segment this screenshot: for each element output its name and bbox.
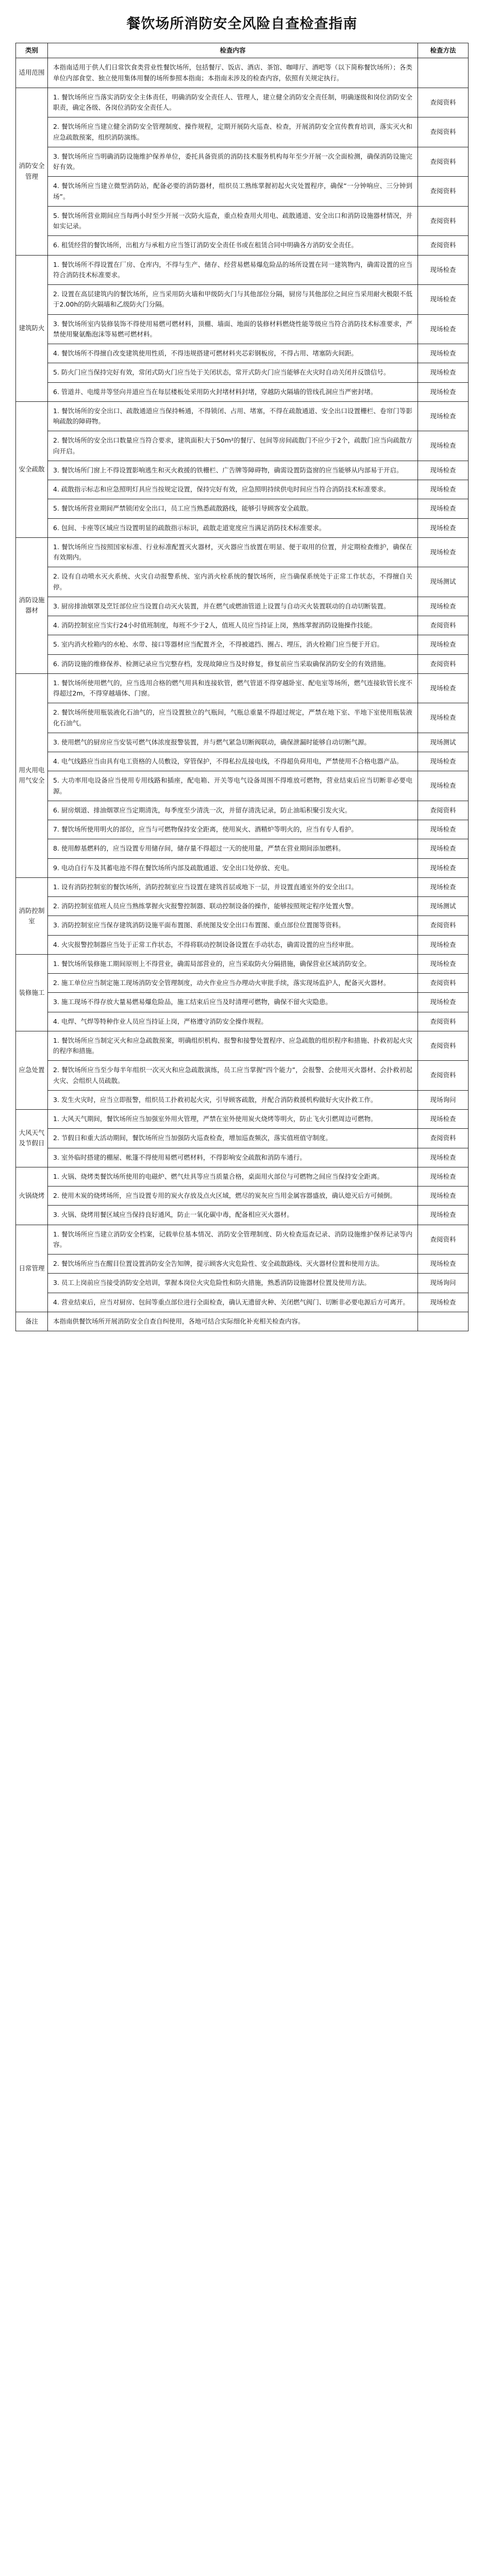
table-row: [16, 839, 469, 858]
table-row: [16, 499, 469, 518]
table-row: [16, 1293, 469, 1312]
check-method-cell: 现场询问: [418, 1090, 469, 1109]
table-row: [16, 1110, 469, 1129]
check-content-cell: 4. 消防控制室应当实行24小时值班制度，每班不少于2人，值班人员应当持证上岗，熟练掌握消防设施操作技能。: [48, 616, 418, 635]
check-content-cell: 4. 电气线路应当由具有电工资格的人员敷设，穿管保护，不得私拉乱接电线，不得超负荷用电，严禁使用不合格电器产品。: [48, 752, 418, 771]
category-cell: 备注: [16, 1312, 48, 1331]
check-method-cell: 现场测试: [418, 567, 469, 597]
table-row: [16, 703, 469, 733]
check-method-cell: 现场检查: [418, 635, 469, 654]
check-content-cell: 1. 餐饮场所应当制定灭火和应急疏散预案，明确组织机构、报警和接警处置程序、应急疏散的组织程序和措施、扑救初起火灾的程序和措施。: [48, 1031, 418, 1061]
check-method-cell: 现场检查: [418, 752, 469, 771]
header-category: 类别: [16, 43, 48, 58]
check-method-cell: 现场检查: [418, 314, 469, 344]
table-row: [16, 537, 469, 567]
check-content-cell: 2. 使用木炭的烧烤场所，应当设置专用的炭火存放及点火区域，燃尽的炭灰应当用金属容器盛放，确认熄灭后方可倾倒。: [48, 1187, 418, 1206]
check-content-cell: 3. 发生火灾时，应当立即报警，组织员工扑救初起火灾，引导顾客疏散，并配合消防救援机构做好火灾扑救工作。: [48, 1090, 418, 1109]
checklist-table: [15, 43, 469, 1331]
check-method-cell: 查阅资料: [418, 177, 469, 207]
category-cell: 用火用电用气安全: [16, 673, 48, 877]
table-row: [16, 236, 469, 255]
check-method-cell: 现场检查: [418, 1167, 469, 1186]
check-method-cell: 查阅资料: [418, 147, 469, 177]
table-row: [16, 344, 469, 363]
check-content-cell: 6. 租赁经营的餐饮场所，出租方与承租方应当签订消防安全责任书或在租赁合同中明确各方消防安全责任。: [48, 236, 418, 255]
check-method-cell: 查阅资料: [418, 916, 469, 935]
table-row: [16, 801, 469, 820]
check-method-cell: 现场检查: [418, 344, 469, 363]
check-method-cell: 查阅资料: [418, 206, 469, 236]
table-row: [16, 616, 469, 635]
table-row: [16, 1206, 469, 1225]
table-row: [16, 954, 469, 973]
table-row: [16, 314, 469, 344]
check-content-cell: 3. 餐饮场所门窗上不得设置影响逃生和灭火救援的铁栅栏、广告牌等障碍物，确需设置防盗窗的应当能够从内部易于开启。: [48, 461, 418, 480]
table-row: [16, 480, 469, 499]
check-content-cell: 4. 营业结束后，应当对厨房、包间等重点部位进行全面检查，确认无遗留火种、关闭燃气阀门、切断非必要电源后方可离开。: [48, 1293, 418, 1312]
check-method-cell: 现场检查: [418, 771, 469, 801]
table-row: [16, 733, 469, 752]
check-method-cell: 查阅资料: [418, 1129, 469, 1148]
table-row: [16, 255, 469, 285]
table-row: [16, 401, 469, 431]
check-method-cell: 查阅资料: [418, 1012, 469, 1031]
check-content-cell: 1. 餐饮场所应当建立消防安全档案，记载单位基本情况、消防安全管理制度、防火检查巡查记录、消防设施维护保养记录等内容。: [48, 1225, 418, 1255]
check-method-cell: 现场检查: [418, 518, 469, 537]
table-row: [16, 858, 469, 877]
check-content-cell: 6. 消防设施的维修保养、检测记录应当完整存档，发现故障应当及时修复，修复前应当采取确保消防安全的有效措施。: [48, 654, 418, 673]
table-row: [16, 518, 469, 537]
table-row: [16, 1090, 469, 1109]
check-method-cell: 查阅资料: [418, 801, 469, 820]
check-content-cell: 5. 餐饮场所营业期间严禁锁闭安全出口，员工应当熟悉疏散路线，能够引导顾客安全疏散。: [48, 499, 418, 518]
check-content-cell: 1. 餐饮场所不得设置在厂房、仓库内，不得与生产、储存、经营易燃易爆危险品的场所设置在同一建筑物内，确需设置的应当符合消防技术标准要求。: [48, 255, 418, 285]
check-content-cell: 3. 施工现场不得存放大量易燃易爆危险品，施工结束后应当及时清理可燃物，确保不留火灾隐患。: [48, 993, 418, 1012]
check-content-cell: 5. 防火门应当保持完好有效，常闭式防火门应当处于关闭状态，常开式防火门应当能够在火灾时自动关闭并反馈信号。: [48, 363, 418, 382]
table-row: [16, 635, 469, 654]
check-method-cell: 查阅资料: [418, 1225, 469, 1255]
check-method-cell: 现场检查: [418, 935, 469, 954]
check-method-cell: 现场检查: [418, 673, 469, 703]
check-method-cell: 查阅资料: [418, 236, 469, 255]
header-method: 检查方法: [418, 43, 469, 58]
check-content-cell: 1. 餐饮场所应当落实消防安全主体责任，明确消防安全责任人、管理人，建立健全消防安全责任制，明确逐级和岗位消防安全职责，确定各级、各岗位消防安全责任人。: [48, 88, 418, 117]
table-row: [16, 206, 469, 236]
check-method-cell: 现场检查: [418, 1293, 469, 1312]
table-row: [16, 1061, 469, 1091]
check-content-cell: 1. 餐饮场所装修施工期间原则上不得营业，确需局部营业的，应当采取防火分隔措施，确保营业区域消防安全。: [48, 954, 418, 973]
check-method-cell: 现场检查: [418, 285, 469, 315]
check-content-cell: 2. 餐饮场所应当至少每半年组织一次灭火和应急疏散演练，员工应当掌握“四个能力”，会报警、会使用灭火器材、会扑救初起火灾、会组织人员疏散。: [48, 1061, 418, 1091]
check-content-cell: 2. 设有自动喷水灭火系统、火灾自动报警系统、室内消火栓系统的餐饮场所，应当确保系统处于正常工作状态，不得擅自关停。: [48, 567, 418, 597]
table-row: [16, 88, 469, 117]
table-row: [16, 1274, 469, 1293]
check-method-cell: 现场检查: [418, 820, 469, 839]
category-cell: 日常管理: [16, 1225, 48, 1312]
check-method-cell: 现场检查: [418, 363, 469, 382]
check-method-cell: 现场检查: [418, 703, 469, 733]
check-method-cell: 现场检查: [418, 382, 469, 401]
check-content-cell: 4. 餐饮场所应当建立微型消防站，配备必要的消防器材，组织员工熟练掌握初起火灾处置程序，确保“一分钟响应、三分钟到场”。: [48, 177, 418, 207]
check-method-cell: 现场询问: [418, 1274, 469, 1293]
category-cell: 装修施工: [16, 954, 48, 1031]
check-content-cell: 3. 餐饮场所室内装修装饰不得使用易燃可燃材料，顶棚、墙面、地面的装修材料燃烧性能等级应当符合消防技术标准要求，严禁使用聚氨酯泡沫等易燃可燃材料。: [48, 314, 418, 344]
table-row: [16, 877, 469, 896]
check-content-cell: 2. 消防控制室值班人员应当熟练掌握火灾报警控制器、联动控制设备的操作，能够按照规定程序处置火警。: [48, 897, 418, 916]
table-row: [16, 567, 469, 597]
category-cell: 适用范围: [16, 58, 48, 88]
check-method-cell: 查阅资料: [418, 88, 469, 117]
category-cell: 建筑防火: [16, 255, 48, 401]
check-content-cell: 3. 员工上岗前应当接受消防安全培训，掌握本岗位火灾危险性和防火措施，熟悉消防设施器材位置及使用方法。: [48, 1274, 418, 1293]
check-content-cell: 5. 大功率用电设备应当使用专用线路和插座，配电箱、开关等电气设备周围不得堆放可燃物，营业结束后应当切断非必要电源。: [48, 771, 418, 801]
check-method-cell: 现场检查: [418, 858, 469, 877]
check-content-cell: 1. 餐饮场所使用燃气的，应当选用合格的燃气用具和连接软管，燃气管道不得穿越卧室、配电室等场所，燃气连接软管长度不得超过2m，不得穿越墙体、门窗。: [48, 673, 418, 703]
check-content-cell: 2. 施工单位应当制定施工现场消防安全管理制度，动火作业应当办理动火审批手续，落实现场监护人，配备灭火器材。: [48, 974, 418, 993]
category-cell: 消防安全管理: [16, 88, 48, 255]
check-content-cell: 4. 疏散指示标志和应急照明灯具应当按规定设置，保持完好有效，应急照明持续供电时间应当符合消防技术标准要求。: [48, 480, 418, 499]
check-method-cell: 现场检查: [418, 461, 469, 480]
check-method-cell: 现场检查: [418, 1110, 469, 1129]
table-row: [16, 285, 469, 315]
check-content-cell: 本指南适用于供人们日常饮食类营业性餐饮场所，包括餐厅、饭店、酒店、茶馆、咖啡厅、酒吧等（以下简称餐饮场所）；各类单位内部食堂、独立使用集体用餐的场所参照本指南；本指南未涉及的检查内容，依照有关规定执行。: [48, 58, 418, 88]
check-content-cell: 4. 电焊、气焊等特种作业人员应当持证上岗，严格遵守消防安全操作规程。: [48, 1012, 418, 1031]
check-content-cell: 1. 餐饮场所应当按照国家标准、行业标准配置灭火器材，灭火器应当放置在明显、便于取用的位置，并定期检查维护，确保在有效期内。: [48, 537, 418, 567]
table-row: [16, 1312, 469, 1331]
table-row: [16, 974, 469, 993]
table-row: [16, 916, 469, 935]
table-row: [16, 1148, 469, 1167]
check-method-cell: 现场检查: [418, 597, 469, 616]
table-row: [16, 1255, 469, 1274]
check-content-cell: 5. 室内消火栓箱内的水枪、水带、接口等器材应当配置齐全，不得被遮挡、圈占、埋压，消火栓箱门应当便于开启。: [48, 635, 418, 654]
check-content-cell: 2. 设置在高层建筑内的餐饮场所，应当采用防火墙和甲级防火门与其他部位分隔，厨房与其他部位之间应当采用耐火极限不低于2.00h的防火隔墙和乙级防火门分隔。: [48, 285, 418, 315]
check-method-cell: 现场检查: [418, 954, 469, 973]
table-row: [16, 897, 469, 916]
check-content-cell: 2. 餐饮场所应当在醒目位置设置消防安全告知牌，提示顾客火灾危险性、安全疏散路线、灭火器材位置和使用方法。: [48, 1255, 418, 1274]
category-cell: 消防设施器材: [16, 537, 48, 673]
check-content-cell: 2. 餐饮场所的安全出口数量应当符合要求，建筑面积大于50m²的餐厅、包间等房间疏散门不应少于2个，疏散门应当向疏散方向开启。: [48, 431, 418, 461]
check-method-cell: 查阅资料: [418, 1031, 469, 1061]
table-header-row: [16, 43, 469, 58]
table-row: [16, 1129, 469, 1148]
check-content-cell: 本指南供餐饮场所开展消防安全自查自纠使用，各地可结合实际细化补充相关检查内容。: [48, 1312, 418, 1331]
check-content-cell: 3. 火锅、烧烤用餐区域应当保持良好通风，防止一氧化碳中毒，配备相应灭火器材。: [48, 1206, 418, 1225]
check-method-cell: 查阅资料: [418, 974, 469, 993]
check-content-cell: 3. 消防控制室应当保存建筑消防设施平面布置图、系统图及安全出口布置图、重点部位位置图等资料。: [48, 916, 418, 935]
table-row: [16, 461, 469, 480]
check-method-cell: 现场检查: [418, 255, 469, 285]
check-method-cell: 查阅资料: [418, 117, 469, 147]
check-method-cell: 现场检查: [418, 1206, 469, 1225]
table-row: [16, 147, 469, 177]
table-row: [16, 597, 469, 616]
check-content-cell: 3. 餐饮场所应当明确消防设施维护保养单位，委托具备资质的消防技术服务机构每年至少开展一次全面检测，确保消防设施完好有效。: [48, 147, 418, 177]
check-method-cell: 现场检查: [418, 537, 469, 567]
category-cell: 安全疏散: [16, 401, 48, 537]
check-content-cell: 3. 使用燃气的厨房应当安装可燃气体浓度报警装置，并与燃气紧急切断阀联动，确保泄漏时能够自动切断气源。: [48, 733, 418, 752]
table-row: [16, 1031, 469, 1061]
check-method-cell: 现场检查: [418, 993, 469, 1012]
check-method-cell: 现场测试: [418, 897, 469, 916]
table-row: [16, 1012, 469, 1031]
check-content-cell: 2. 节假日和重大活动期间，餐饮场所应当加强防火巡查检查，增加巡查频次，落实值班值守制度。: [48, 1129, 418, 1148]
table-body: [16, 58, 469, 1331]
table-row: [16, 771, 469, 801]
table-row: [16, 673, 469, 703]
check-method-cell: 现场检查: [418, 1187, 469, 1206]
check-content-cell: 4. 餐饮场所不得擅自改变建筑使用性质，不得违规搭建可燃材料夹芯彩钢板房，不得占用、堵塞防火间距。: [48, 344, 418, 363]
check-content-cell: 3. 室外临时搭建的棚屋、帐篷不得使用易燃可燃材料，不得影响安全疏散和消防车通行。: [48, 1148, 418, 1167]
check-content-cell: 7. 餐饮场所使用明火的部位，应当与可燃物保持安全距离，使用炭火、酒精炉等明火的，应当有专人看护。: [48, 820, 418, 839]
table-row: [16, 1167, 469, 1186]
table-row: [16, 752, 469, 771]
check-method-cell: [418, 1312, 469, 1331]
check-content-cell: 4. 火灾报警控制器应当处于正常工作状态，不得将联动控制设备设置在手动状态，确需设置的应当经审批。: [48, 935, 418, 954]
table-row: [16, 431, 469, 461]
check-method-cell: 现场检查: [418, 480, 469, 499]
check-method-cell: 现场测试: [418, 733, 469, 752]
check-method-cell: 现场检查: [418, 839, 469, 858]
header-content: 检查内容: [48, 43, 418, 58]
check-content-cell: 6. 厨房烟道、排油烟罩应当定期清洗，每季度至少清洗一次，并留存清洗记录，防止油垢积聚引发火灾。: [48, 801, 418, 820]
table-row: [16, 1187, 469, 1206]
check-content-cell: 3. 厨房排油烟罩及烹饪部位应当设置自动灭火装置，并在燃气或燃油管道上设置与自动灭火装置联动的自动切断装置。: [48, 597, 418, 616]
table-row: [16, 820, 469, 839]
check-content-cell: 2. 餐饮场所使用瓶装液化石油气的，应当设置独立的气瓶间，气瓶总重量不得超过规定，严禁在地下室、半地下室使用瓶装液化石油气。: [48, 703, 418, 733]
check-content-cell: 1. 设有消防控制室的餐饮场所，消防控制室应当设置在建筑首层或地下一层，并设置直通室外的安全出口。: [48, 877, 418, 896]
category-cell: 火锅烧烤: [16, 1167, 48, 1225]
check-method-cell: 现场检查: [418, 499, 469, 518]
table-row: [16, 58, 469, 88]
check-content-cell: 5. 餐饮场所营业期间应当每两小时至少开展一次防火巡查，重点检查用火用电、疏散通道、安全出口和消防设施器材情况，并如实记录。: [48, 206, 418, 236]
table-row: [16, 363, 469, 382]
check-method-cell: 现场检查: [418, 1148, 469, 1167]
document-title: 餐饮场所消防安全风险自查检查指南: [126, 16, 358, 32]
check-method-cell: 现场检查: [418, 877, 469, 896]
check-content-cell: 1. 火锅、烧烤类餐饮场所使用的电磁炉、燃气灶具等应当质量合格，桌面用火部位与可燃物之间应当保持安全距离。: [48, 1167, 418, 1186]
check-method-cell: 现场检查: [418, 401, 469, 431]
check-method-cell: [418, 58, 469, 88]
check-method-cell: 查阅资料: [418, 654, 469, 673]
check-method-cell: 现场检查: [418, 431, 469, 461]
check-content-cell: 2. 餐饮场所应当建立健全消防安全管理制度、操作规程，定期开展防火巡查、检查，开展消防安全宣传教育培训，落实灭火和应急疏散预案，组织消防演练。: [48, 117, 418, 147]
category-cell: 应急处置: [16, 1031, 48, 1109]
category-cell: 消防控制室: [16, 877, 48, 954]
check-method-cell: 查阅资料: [418, 616, 469, 635]
check-method-cell: 查阅资料: [418, 1061, 469, 1091]
table-row: [16, 654, 469, 673]
check-content-cell: 9. 电动自行车及其蓄电池不得在餐饮场所内部及疏散通道、安全出口处停放、充电。: [48, 858, 418, 877]
table-row: [16, 382, 469, 401]
check-content-cell: 6. 管道井、电缆井等竖向井道应当在每层楼板处采用防火封堵材料封堵，穿越防火隔墙的管线孔洞应当严密封堵。: [48, 382, 418, 401]
check-content-cell: 8. 使用醇基燃料的，应当设置专用储存间，储存量不得超过一天的使用量，严禁在营业期间添加燃料。: [48, 839, 418, 858]
check-content-cell: 1. 餐饮场所的安全出口、疏散通道应当保持畅通，不得锁闭、占用、堵塞，不得在疏散通道、安全出口设置栅栏、卷帘门等影响疏散的障碍物。: [48, 401, 418, 431]
table-row: [16, 117, 469, 147]
check-method-cell: 现场检查: [418, 1255, 469, 1274]
table-row: [16, 993, 469, 1012]
table-row: [16, 177, 469, 207]
category-cell: 大风天气及节假日: [16, 1110, 48, 1167]
table-row: [16, 935, 469, 954]
check-content-cell: 6. 包间、卡座等区域应当设置明显的疏散指示标识，疏散走道宽度应当满足消防技术标准要求。: [48, 518, 418, 537]
check-content-cell: 1. 大风天气期间，餐饮场所应当加强室外用火管理，严禁在室外使用炭火烧烤等明火，防止飞火引燃周边可燃物。: [48, 1110, 418, 1129]
table-row: [16, 1225, 469, 1255]
